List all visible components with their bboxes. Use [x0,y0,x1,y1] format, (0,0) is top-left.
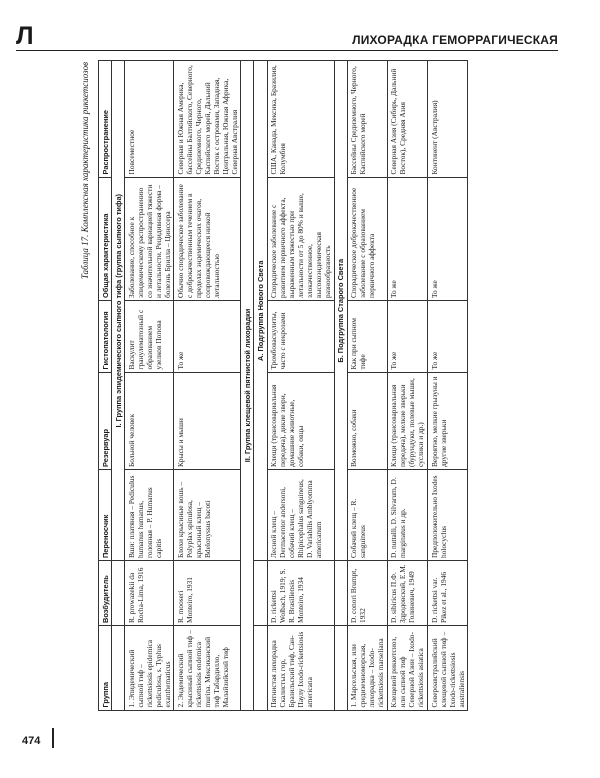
table-cell: Спорадическое заболевание с развитием первичного аффекта, выраженным тяжестью при летальности от 5 до 80% и выше, злокачественное, высокоэндемическая разнообразность [267,178,334,302]
table-cell: То же [428,301,468,373]
table-cell: 1. Эпидемический сыпной тиф – rickettsiosis epidemica pediculosa, s. Typhus exanthematicus [125,626,174,711]
column-header: Возбудитель [99,561,112,626]
table-cell: То же [387,178,427,302]
table-cell: R. mooseri Monteiro, 1931 [174,561,241,626]
table-cell: Васкулит гранулематозный с образованием узелков Попова [125,301,174,373]
column-header: Резервуар [99,373,112,471]
table-cell: Континент (Австралия) [428,61,468,178]
column-header: Распространение [99,61,112,178]
page-number-rule [52,728,54,748]
table-cell: Клещи (трансовариальная передача), дикие звери, домашние животные, собаки, овцы [267,373,334,471]
column-header: Группа [99,626,112,711]
section-heading: II. Группа клещевой пятнистой лихорадки [241,61,254,711]
running-title: ЛИХОРАДКА ГЕМОРРАГИЧЕСКАЯ [352,33,558,47]
table-caption: Таблица 17. Комплексная характеристика риккетсиозов [80,62,90,280]
table-cell: Больной человек [125,373,174,471]
table-row [428,61,468,711]
table-cell: Тромбоваскулиты, часто с некрозами [267,301,334,373]
table-cell: Собачий клещ – R. sanguineus [347,470,387,561]
table-cell: Северная Азия (Сибирь, Дальний Восток), Средняя Азия [387,61,427,178]
table-row [347,61,387,711]
table-cell: То же [428,178,468,302]
table-row [387,61,427,711]
table-cell: D. sibiricus П.Ф. Здродовский, Е.М. Голиневич, 1949 [387,561,427,626]
table-cell: 2. Эндемический крысиный сыпной тиф – rickettsiosis endemica murina. Мексиканский тиф Табардилло, Малайзийский тиф [174,626,241,711]
table-cell: Вши: платяная – Pediculus humanus humanus, головная – P. Humanus capitis [125,470,174,561]
table-cell: R. prowazekii da Rocha-Lima, 1916 [125,561,174,626]
section-heading: I. Группа эпидемического сыпного тифа (группа сыпного тифа) [112,61,125,562]
header-rule [16,50,558,51]
table-cell: D. nuttalli, D. Silvarum, D. marginatus и др. [387,470,427,561]
rotated-table-block [80,60,560,711]
table-header-row [99,61,112,711]
table-cell: Северная и Южная Америка, бассейны Балтийского, Северного, Средиземного, Черного, Каспийского морей, Дальний Восток с островами, Западная, Центральная, Южная Африка, Северная Австралия [174,61,241,178]
table-cell: Блохи крысиные вошь – Polyplax spinulosa, крысиный клещ – Bdelonyssus bacoti [174,470,241,561]
table-cell: Лесной клещ – Dermacentor andersoni, собачий клещ – Rhipicephalus sanguineus, D. Variabilis Amblyomma americanum [267,470,334,561]
table-cell: То же [387,301,427,373]
table-cell: Обычно спорадическое заболевание с доброкачественным течением в пределах эндемических очагов, сопровождающееся низкой летальностью [174,178,241,302]
table-cell: Вероятно, мелкие грызуны и другие зверьки [428,373,468,471]
subsection-heading: Б. Подгруппа Старого Света [334,61,347,562]
column-header: Общая характеристика [99,178,112,302]
table-cell: Как при сыпном тифе [347,301,387,373]
table-row [267,61,334,711]
rickettsioses-table [98,60,468,711]
table-cell: США, Канада, Мексика, Бразилия, Колумбия [267,61,334,178]
table-cell: Бассейны Средиземного, Черного, Каспийского морей [347,61,387,178]
subsection-heading: А. Подгруппа Нового Света [254,61,267,562]
table-cell: Крысы и мыши [174,373,241,471]
table-cell: Пятнистая лихорадка Скалистых гор, Бразильский тиф, Сан-Паулу Ixodo-rickettsiosis americana [267,626,334,711]
table-cell: Спорадическое доброкачественное заболевание с образованием первичного аффекта [347,178,387,302]
table-cell: Возможно, собаки [347,373,387,471]
table-cell: Клещевой риккетсиоз, или сыпной тиф Северной Азии – Ixodo-rickettsiosis asiatica [387,626,427,711]
table-cell: Клещи (трансовариальная передача), мелкие зверьки (бурундуки, полевые мыши, суслики и др.) [387,373,427,471]
table-cell: Предположительно Ixodes holocyclus [428,470,468,561]
page-number: 474 [22,735,41,747]
column-header: Гистопатология [99,301,112,373]
table-row [125,61,174,711]
table-cell: 1. Марсельская, или средиземноморская, лихорадка – Ixodo-rickettsiosis marseliana [347,626,387,711]
column-header: Переносчик [99,470,112,561]
table-row [174,61,241,711]
table-cell: D. rickettsi Wolbach, 1919; S. R. Brasiliensis Monteiro, 1934 [267,561,334,626]
table-cell: Повсеместное [125,61,174,178]
table-cell: Североавстралийский клещевой сыпной тиф – Ixodo-rickettsiosis australiensis [428,626,468,711]
table-cell: D. rickettsi var. Pikez et al., 1946 [428,561,468,626]
section-letter: Л [16,22,34,50]
table-cell: Заболевание, способное к эпидемическому распространению со значительной вариацией тяжести и летальности. Рецидивная форма – болезнь Брилла – Цинссера [125,178,174,302]
table-cell: То же [174,301,241,373]
table-cell: D. conori Brumpt, 1932 [347,561,387,626]
